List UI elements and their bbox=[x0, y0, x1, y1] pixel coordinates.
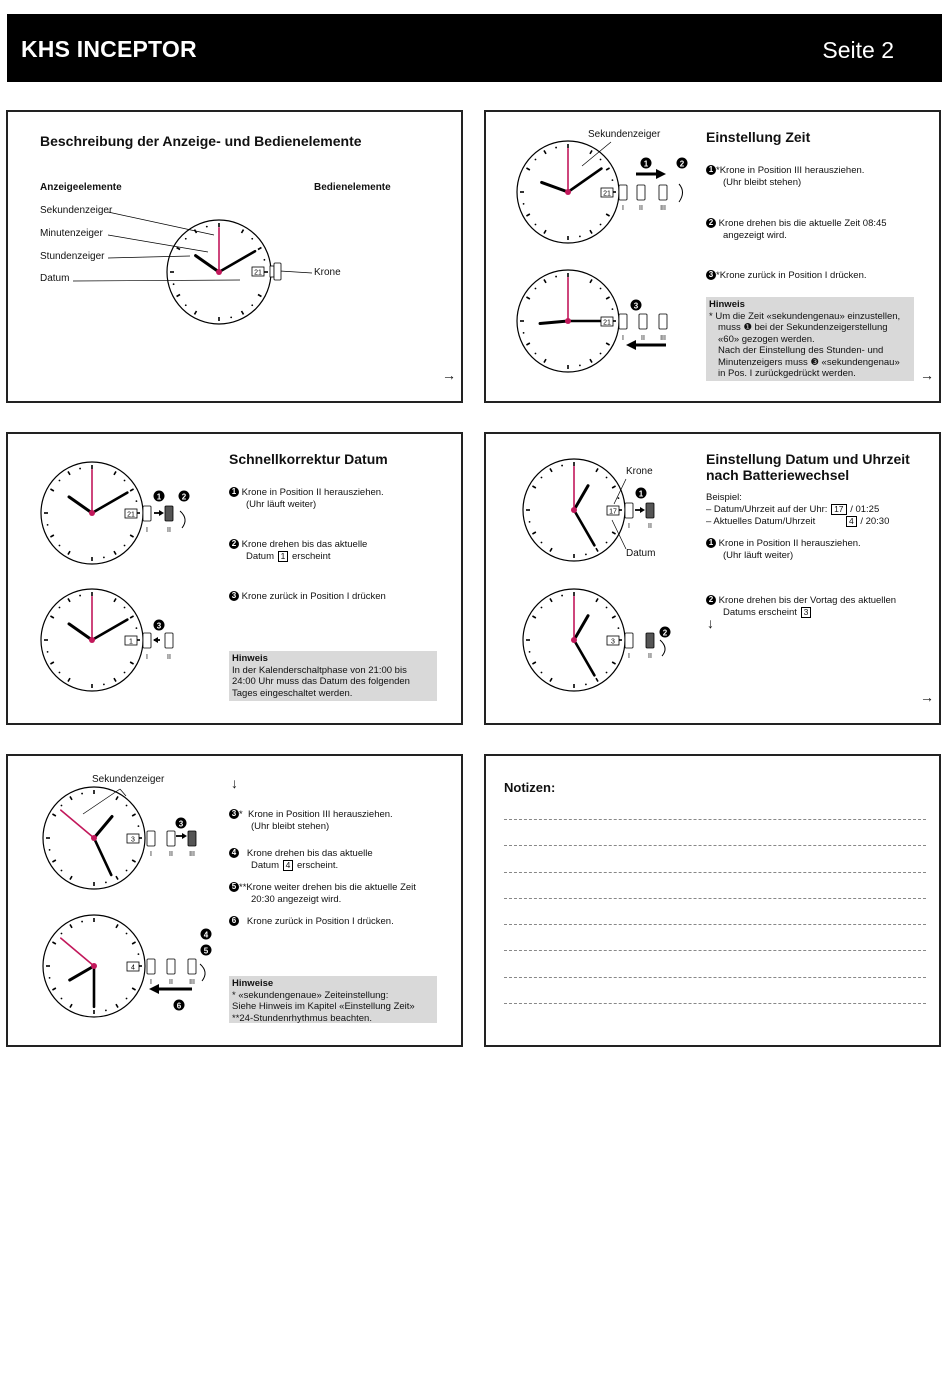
step-1-note: (Uhr läuft weiter) bbox=[246, 499, 317, 510]
svg-text:II: II bbox=[648, 653, 652, 660]
example-line-2: – Aktuelles Datum/Uhrzeit 4 / 20:30 bbox=[706, 516, 890, 527]
step-3: 3 * Krone in Position III herausziehen. bbox=[229, 809, 393, 821]
svg-text:3: 3 bbox=[611, 638, 615, 646]
date-window-bottom: 21 bbox=[603, 319, 611, 327]
svg-text:21: 21 bbox=[127, 511, 135, 519]
svg-text:2: 2 bbox=[181, 492, 187, 502]
notes-line[interactable] bbox=[504, 977, 926, 978]
step-2-cont: angezeigt wird. bbox=[723, 230, 787, 241]
label-second-hand: Sekundenzeiger bbox=[588, 129, 661, 140]
brand-title: KHS INCEPTOR bbox=[21, 36, 197, 62]
svg-text:4: 4 bbox=[131, 964, 135, 972]
notes-line[interactable] bbox=[504, 898, 926, 899]
svg-text:2: 2 bbox=[679, 159, 685, 169]
label-date: Datum bbox=[626, 548, 656, 559]
svg-text:3: 3 bbox=[156, 621, 162, 631]
svg-text:I: I bbox=[628, 653, 630, 660]
panel-title: Beschreibung der Anzeige- und Bedienelemente bbox=[40, 133, 362, 149]
step-1: 1 *Krone in Position III herausziehen. bbox=[706, 165, 864, 177]
svg-text:III: III bbox=[189, 851, 195, 858]
panel-notes bbox=[484, 754, 941, 1047]
svg-text:I: I bbox=[622, 205, 624, 212]
step-1-note: (Uhr läuft weiter) bbox=[723, 550, 794, 561]
notes-line[interactable] bbox=[504, 819, 926, 820]
notes-line[interactable] bbox=[504, 872, 926, 873]
svg-text:1: 1 bbox=[156, 492, 162, 502]
notes-line[interactable] bbox=[504, 924, 926, 925]
step-2-cont: Datums erscheint 3 bbox=[723, 607, 812, 619]
panel-title: Schnellkorrektur Datum bbox=[229, 451, 388, 467]
svg-text:II: II bbox=[639, 205, 643, 212]
svg-text:III: III bbox=[660, 335, 666, 342]
svg-text:I: I bbox=[146, 527, 148, 534]
panel-set-time bbox=[484, 110, 941, 403]
step-2: 2 Krone drehen bis die aktuelle Zeit 08:45 bbox=[706, 218, 887, 230]
example-label: Beispiel: bbox=[706, 492, 742, 503]
step-6: 6 Krone zurück in Position I drücken. bbox=[229, 916, 394, 928]
label-hour-hand: Stundenzeiger bbox=[40, 251, 105, 262]
svg-text:1: 1 bbox=[129, 638, 133, 646]
svg-text:II: II bbox=[167, 654, 171, 661]
panel-title-2: nach Batteriewechsel bbox=[706, 467, 850, 483]
panel-description bbox=[6, 110, 463, 403]
display-elements-heading: Anzeigeelemente bbox=[40, 182, 122, 193]
hint-title: Hinweis bbox=[709, 299, 745, 310]
down-arrow: ↓ bbox=[231, 775, 238, 791]
label-second-hand: Sekundenzeiger bbox=[40, 205, 113, 216]
svg-text:4: 4 bbox=[203, 930, 209, 940]
notes-line[interactable] bbox=[504, 950, 926, 951]
step-4-cont: Datum 4 erscheint. bbox=[251, 860, 339, 871]
hint-title: Hinweis bbox=[232, 653, 268, 664]
svg-text:II: II bbox=[167, 527, 171, 534]
date-window-top: 21 bbox=[603, 190, 611, 198]
label-date: Datum bbox=[40, 273, 70, 284]
svg-text:I: I bbox=[150, 979, 152, 986]
label-crown: Krone bbox=[626, 466, 653, 477]
svg-text:III: III bbox=[660, 205, 666, 212]
svg-text:I: I bbox=[622, 335, 624, 342]
svg-text:5: 5 bbox=[203, 946, 209, 956]
page-number: Seite 2 bbox=[822, 37, 894, 63]
label-second-hand: Sekundenzeiger bbox=[92, 774, 165, 785]
date-window: 21 bbox=[254, 269, 262, 277]
panel-title: Einstellung Zeit bbox=[706, 129, 811, 145]
panel-set-date-time bbox=[6, 754, 463, 1047]
step-2: 2 Krone drehen bis der Vortag des aktuellen bbox=[706, 595, 896, 607]
step-2: 2 Krone drehen bis das aktuelle bbox=[229, 539, 367, 551]
svg-text:I: I bbox=[150, 851, 152, 858]
next-arrow: → bbox=[442, 367, 456, 383]
step-3: 3 Krone zurück in Position I drücken bbox=[229, 591, 386, 603]
svg-text:II: II bbox=[641, 335, 645, 342]
example-line-1: – Datum/Uhrzeit auf der Uhr: 17 / 01:25 bbox=[706, 504, 880, 515]
svg-text:II: II bbox=[169, 979, 173, 986]
svg-text:3: 3 bbox=[178, 819, 184, 829]
hint-box: Hinweis * Um die Zeit «sekundengenau» einzustellen, muss ❶ bei der Sekundenzeigerstellung «60» gezogen werden. Nach der Einstellung des Stunden- und Minutenzeigers muss ❸ «sekundengenau» in Pos. I zurückgedrückt werden. bbox=[706, 297, 914, 381]
panel-quick-date bbox=[6, 432, 463, 725]
svg-text:I: I bbox=[628, 523, 630, 530]
notes-title: Notizen: bbox=[504, 780, 556, 795]
svg-text:1: 1 bbox=[643, 159, 649, 169]
step-3-note: (Uhr bleibt stehen) bbox=[251, 821, 330, 832]
step-2-cont: Datum 1 erscheint bbox=[246, 551, 331, 562]
svg-text:II: II bbox=[169, 851, 173, 858]
step-5: 5 **Krone weiter drehen bis die aktuelle Zeit bbox=[229, 882, 416, 894]
step-4: 4 Krone drehen bis das aktuelle bbox=[229, 848, 373, 860]
svg-text:17: 17 bbox=[609, 508, 617, 516]
hint-title: Hinweise bbox=[232, 978, 274, 989]
step-1: 1 Krone in Position II herausziehen. bbox=[706, 538, 861, 550]
step-5-cont: 20:30 angezeigt wird. bbox=[251, 894, 342, 905]
step-1-note: (Uhr bleibt stehen) bbox=[723, 177, 802, 188]
step-1: 1 Krone in Position II herausziehen. bbox=[229, 487, 384, 499]
panel-title-1: Einstellung Datum und Uhrzeit bbox=[706, 451, 910, 467]
down-arrow: ↓ bbox=[707, 615, 714, 631]
hint-box: Hinweise * «sekundengenaue» Zeiteinstellung: Siehe Hinweis im Kapitel «Einstellung Zeit» **24-Stundenrhythmus beachten. bbox=[229, 976, 437, 1023]
page-header bbox=[7, 14, 942, 82]
notes-line[interactable] bbox=[504, 1003, 926, 1004]
step-3: 3 *Krone zurück in Position I drücken. bbox=[706, 270, 867, 282]
watch-diagram bbox=[8, 112, 463, 403]
svg-text:6: 6 bbox=[176, 1001, 182, 1011]
label-crown: Krone bbox=[314, 267, 341, 278]
svg-text:I: I bbox=[146, 654, 148, 661]
notes-line[interactable] bbox=[504, 845, 926, 846]
next-arrow: → bbox=[920, 367, 934, 383]
panel-date-after-battery bbox=[484, 432, 941, 725]
control-elements-heading: Bedienelemente bbox=[314, 182, 391, 193]
svg-text:2: 2 bbox=[662, 628, 668, 638]
svg-text:1: 1 bbox=[638, 489, 644, 499]
svg-text:II: II bbox=[648, 523, 652, 530]
hint-box: Hinweis In der Kalenderschaltphase von 21:00 bis 24:00 Uhr muss das Datum des folgenden Tages eingeschaltet werden. bbox=[229, 651, 437, 701]
next-arrow: → bbox=[920, 689, 934, 705]
svg-text:III: III bbox=[189, 979, 195, 986]
svg-text:3: 3 bbox=[633, 301, 639, 311]
svg-text:3: 3 bbox=[131, 836, 135, 844]
label-minute-hand: Minutenzeiger bbox=[40, 228, 103, 239]
